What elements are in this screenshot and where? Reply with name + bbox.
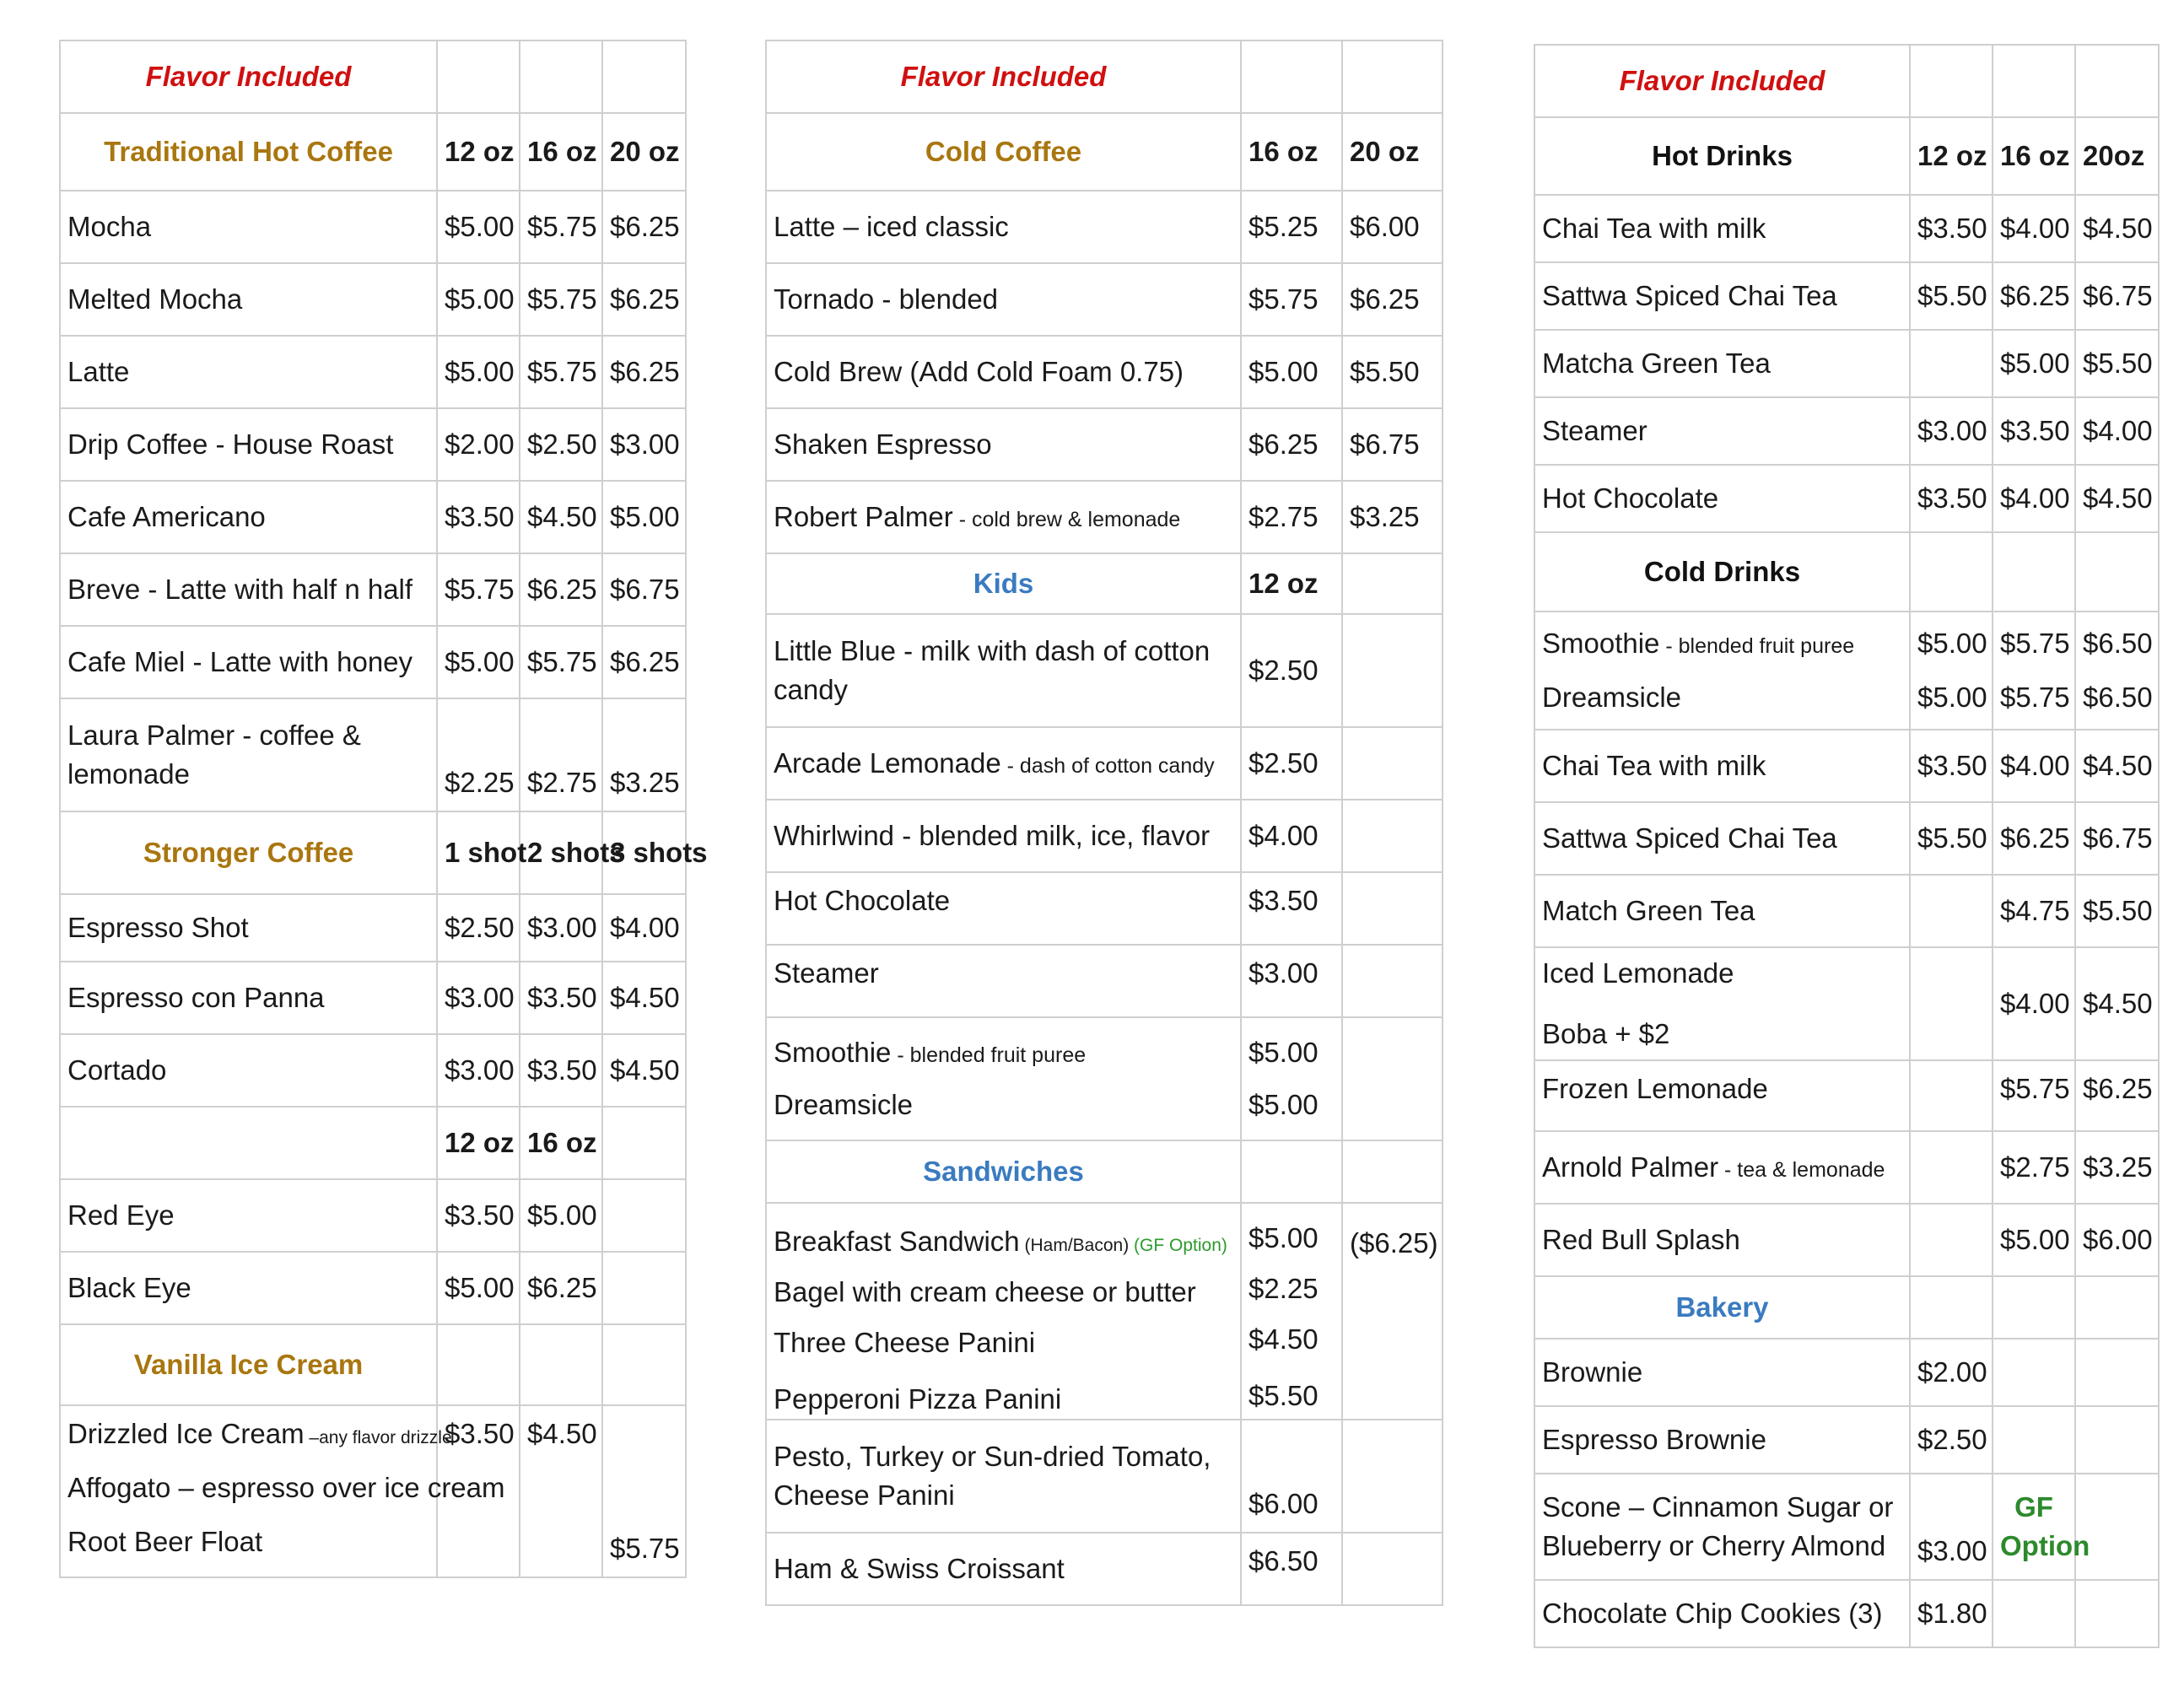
item-name: Dreamsicle [774, 1089, 914, 1120]
item-price: $4.00 [1993, 730, 2075, 802]
item-price: $3.50 [437, 481, 520, 553]
item-name: Cafe Miel - Latte with honey [60, 626, 437, 698]
item-price: $5.50 [1248, 1379, 1318, 1411]
item-name: Chocolate Chip Cookies (3) [1534, 1580, 1910, 1647]
item-price: $6.75 [602, 553, 686, 626]
item-price: $2.00 [1910, 1339, 1993, 1406]
item-price: $4.00 [1993, 195, 2075, 262]
item-price: $5.75 [437, 553, 520, 626]
item-price: $5.00 [437, 626, 520, 698]
item-name: Steamer [766, 945, 1241, 1017]
menu-row [766, 1203, 1443, 1420]
item-price: $6.50 [2083, 627, 2153, 659]
item-name: Steamer [1534, 397, 1910, 465]
item-name: Red Bull Splash [1534, 1204, 1910, 1276]
menu-row [766, 481, 1443, 553]
item-price: $3.00 [437, 962, 520, 1034]
item-price: $6.25 [602, 336, 686, 408]
flavor-included-label: Flavor Included [60, 40, 437, 113]
item-price: $5.00 [1917, 627, 1987, 659]
item-name: Ham & Swiss Croissant [766, 1533, 1241, 1605]
size-header: 16 oz [520, 113, 602, 191]
menu-row [60, 191, 686, 263]
item-name: Smoothie [1542, 627, 1660, 659]
size-header: 16 oz [1993, 117, 2075, 195]
item-price: $5.75 [1993, 1060, 2075, 1131]
item-price: $2.50 [520, 408, 602, 481]
menu-row [766, 872, 1443, 945]
menu-row [1534, 612, 2159, 730]
menu-row [1534, 1580, 2159, 1647]
menu-row [1534, 397, 2159, 465]
item-name: Frozen Lemonade [1534, 1060, 1910, 1131]
item-description: – espresso over ice cream [170, 1472, 505, 1504]
menu-row [1534, 802, 2159, 875]
item-name: Three Cheese Panini [774, 1327, 1036, 1359]
menu-row [766, 800, 1443, 872]
item-name: Tornado - blended [766, 263, 1241, 336]
section-title-cold-drinks: Cold Drinks [1534, 532, 1910, 612]
menu-row [1534, 465, 2159, 532]
menu-row [1534, 1474, 2159, 1580]
menu-row [1534, 1060, 2159, 1131]
item-name: Melted Mocha [60, 263, 437, 336]
item-description: - tea & lemonade [1718, 1157, 1885, 1182]
item-name: Cortado [60, 1034, 437, 1107]
item-name: Laura Palmer - coffee & lemonade [60, 698, 437, 811]
item-price [1910, 875, 1993, 947]
item-name: Espresso Brownie [1534, 1406, 1910, 1474]
item-name: Bagel with cream cheese or butter [774, 1276, 1196, 1308]
item-price: $6.25 [520, 1252, 602, 1324]
item-price: $5.00 [437, 1252, 520, 1324]
menu-row [60, 894, 686, 962]
size-header: 12 oz [1910, 117, 1993, 195]
item-description: (Ham/Bacon) [1019, 1236, 1130, 1255]
menu-row [60, 1252, 686, 1324]
size-header: 12 oz [1241, 553, 1342, 614]
item-price: $6.25 [520, 553, 602, 626]
item-name: Affogato [67, 1472, 171, 1504]
item-price: $6.25 [1342, 263, 1443, 336]
menu-table-cold-coffee [765, 40, 1443, 1606]
item-price: $4.00 [1993, 465, 2075, 532]
item-price: $3.00 [602, 408, 686, 481]
menu-row [60, 336, 686, 408]
menu-row [60, 408, 686, 481]
item-price: $2.50 [1910, 1406, 1993, 1474]
menu-row [766, 1420, 1443, 1533]
item-name: Espresso con Panna [60, 962, 437, 1034]
menu-row [1534, 1131, 2159, 1204]
item-price: $4.50 [520, 1405, 602, 1577]
menu-row [1534, 875, 2159, 947]
item-price: $5.50 [1910, 802, 1993, 875]
item-name: Smoothie [774, 1036, 892, 1068]
menu-row [60, 553, 686, 626]
item-price: $5.75 [602, 1405, 686, 1577]
item-price: $5.00 [602, 481, 686, 553]
menu-row [1534, 730, 2159, 802]
item-price: $5.75 [520, 263, 602, 336]
item-price: $6.75 [2075, 802, 2159, 875]
item-name: Drip Coffee - House Roast [60, 408, 437, 481]
item-name: Arcade Lemonade [774, 746, 1001, 779]
item-name: Hot Chocolate [766, 872, 1241, 945]
section-title-cold-coffee: Cold Coffee [766, 113, 1241, 191]
menu-row [60, 698, 686, 811]
item-price: $5.00 [1993, 330, 2075, 397]
item-description: - dash of cotton candy [1000, 753, 1215, 778]
item-name: Brownie [1534, 1339, 1910, 1406]
item-price: $4.00 [602, 894, 686, 962]
item-price: $4.50 [2075, 730, 2159, 802]
item-price: $6.25 [2075, 1060, 2159, 1131]
item-price: $6.75 [1342, 408, 1443, 481]
menu-row [766, 336, 1443, 408]
item-name: Red Eye [60, 1179, 437, 1252]
item-description: - blended fruit puree [1659, 633, 1855, 658]
menu-row [766, 191, 1443, 263]
item-price: $6.25 [1993, 262, 2075, 330]
item-price: $2.25 [437, 698, 520, 811]
menu-row [766, 727, 1443, 800]
item-price: $5.00 [437, 336, 520, 408]
item-price: $6.25 [602, 191, 686, 263]
item-price: $4.50 [520, 481, 602, 553]
size-header: 20 oz [602, 113, 686, 191]
menu-row [60, 481, 686, 553]
item-price: $5.00 [1248, 1089, 1318, 1120]
size-header: 12 oz [437, 113, 520, 191]
item-price: $2.25 [1248, 1273, 1318, 1305]
item-price: $4.50 [602, 1034, 686, 1107]
item-price: $3.25 [602, 698, 686, 811]
item-price: $2.50 [1241, 614, 1342, 727]
item-price: $5.00 [437, 263, 520, 336]
item-price: $5.50 [2075, 875, 2159, 947]
size-header: 1 shot [437, 811, 520, 894]
item-price: $5.25 [1241, 191, 1342, 263]
item-name: Breakfast Sandwich [774, 1226, 1020, 1257]
item-price: $6.50 [2083, 682, 2153, 713]
item-description: - cold brew & lemonade [952, 507, 1181, 531]
item-name: Iced Lemonade [1542, 957, 1734, 989]
item-name: Pepperoni Pizza Panini [774, 1382, 1062, 1415]
item-price: $4.50 [1248, 1323, 1318, 1356]
item-price: $5.00 [1917, 682, 1987, 713]
size-header: 3 shots [602, 811, 686, 894]
item-price: $3.00 [437, 1034, 520, 1107]
menu-row [1534, 195, 2159, 262]
section-title-hot-drinks: Hot Drinks [1534, 117, 1910, 195]
item-price [1910, 330, 1993, 397]
item-price: $2.75 [1241, 481, 1342, 553]
flavor-included-label: Flavor Included [766, 40, 1241, 113]
item-price: $2.75 [1993, 1131, 2075, 1204]
item-name: Robert Palmer [774, 500, 953, 532]
gf-option-label: GF [2014, 1490, 2053, 1523]
item-price: $5.75 [520, 336, 602, 408]
item-name: Black Eye [60, 1252, 437, 1324]
item-price: $5.50 [1910, 262, 1993, 330]
section-title-traditional-hot-coffee: Traditional Hot Coffee [60, 113, 437, 191]
menu-row [1534, 947, 2159, 1060]
item-price: $6.00 [1342, 191, 1443, 263]
item-price: $3.00 [1910, 397, 1993, 465]
item-price: $3.50 [520, 962, 602, 1034]
gf-option-label: Option [2000, 1530, 2090, 1561]
item-price: $6.25 [602, 263, 686, 336]
item-price: $5.00 [1241, 336, 1342, 408]
item-price: $6.50 [1241, 1533, 1342, 1605]
menu-row [1534, 1339, 2159, 1406]
item-name: Drizzled Ice Cream [67, 1418, 305, 1449]
item-price: $6.25 [1241, 408, 1342, 481]
item-price: $2.75 [520, 698, 602, 811]
menu-row [766, 1533, 1443, 1605]
item-price: $5.00 [437, 191, 520, 263]
menu-row [60, 1405, 686, 1577]
menu-row [766, 263, 1443, 336]
menu-row [1534, 1204, 2159, 1276]
item-price: $5.50 [2075, 330, 2159, 397]
item-price: $3.50 [1910, 465, 1993, 532]
item-name: Arnold Palmer [1542, 1151, 1719, 1183]
size-header: 16 oz [1241, 113, 1342, 191]
item-name: Root Beer Float [67, 1526, 263, 1558]
item-price: $4.50 [2075, 465, 2159, 532]
item-price: $5.75 [520, 626, 602, 698]
item-price: $5.75 [2000, 682, 2070, 713]
menu-row [60, 263, 686, 336]
item-name: Chai Tea with milk [1534, 730, 1910, 802]
item-price: $3.50 [1910, 730, 1993, 802]
item-price: $3.00 [1910, 1474, 1993, 1580]
gf-option-label: (GF Option) [1129, 1236, 1227, 1255]
item-name: Cold Brew (Add Cold Foam 0.75) [766, 336, 1241, 408]
item-name: Sattwa Spiced Chai Tea [1534, 262, 1910, 330]
item-name: Chai Tea with milk [1534, 195, 1910, 262]
menu-row [60, 962, 686, 1034]
menu-row [1534, 1406, 2159, 1474]
section-title-sandwiches: Sandwiches [766, 1140, 1241, 1203]
item-price: $6.00 [1241, 1420, 1342, 1533]
item-name: Sattwa Spiced Chai Tea [1534, 802, 1910, 875]
item-price: $6.25 [1993, 802, 2075, 875]
item-price: $4.00 [1241, 800, 1342, 872]
item-name: Scone – Cinnamon Sugar or Blueberry or Cherry Almond [1534, 1474, 1910, 1580]
menu-row [766, 1017, 1443, 1140]
item-price: $5.00 [1993, 1204, 2075, 1276]
item-price: $4.00 [2075, 397, 2159, 465]
item-price: $2.50 [437, 894, 520, 962]
menu-row [60, 626, 686, 698]
item-price: $6.75 [2075, 262, 2159, 330]
item-name: Dreamsicle [1542, 682, 1682, 713]
section-title-stronger-coffee: Stronger Coffee [60, 811, 437, 894]
item-price: $4.50 [2075, 195, 2159, 262]
flavor-included-label: Flavor Included [1534, 45, 1910, 117]
item-description: - blended fruit puree [891, 1043, 1087, 1067]
item-price: $3.00 [520, 894, 602, 962]
item-price: $1.80 [1910, 1580, 1993, 1647]
item-price: $3.50 [1241, 872, 1342, 945]
item-price: $5.75 [1241, 263, 1342, 336]
size-header: 16 oz [520, 1107, 602, 1179]
item-price: $5.75 [2000, 627, 2070, 659]
item-price: $3.50 [1993, 397, 2075, 465]
item-name: Boba + $2 [1542, 1018, 1670, 1049]
item-name: Latte [60, 336, 437, 408]
item-name: Matcha Green Tea [1534, 330, 1910, 397]
item-name: Shaken Espresso [766, 408, 1241, 481]
item-price: $6.00 [2075, 1204, 2159, 1276]
item-name: Hot Chocolate [1534, 465, 1910, 532]
item-price: $4.50 [602, 962, 686, 1034]
item-price: $5.50 [1342, 336, 1443, 408]
item-name: Little Blue - milk with dash of cotton candy [766, 614, 1241, 727]
menu-row [766, 408, 1443, 481]
item-description: –any flavor drizzle [304, 1428, 452, 1447]
item-price: $5.00 [1248, 1222, 1318, 1253]
item-price: $5.00 [520, 1179, 602, 1252]
menu-table-coffee [59, 40, 708, 1578]
item-price: $3.50 [1910, 195, 1993, 262]
size-header: 2 shots [520, 811, 602, 894]
item-name: Espresso Shot [60, 894, 437, 962]
item-name: Mocha [60, 191, 437, 263]
item-name: Latte – iced classic [766, 191, 1241, 263]
item-price: $5.00 [1248, 1036, 1318, 1068]
item-price: $3.50 [520, 1034, 602, 1107]
menu-table-drinks [1534, 44, 2160, 1648]
item-name: Cafe Americano [60, 481, 437, 553]
menu-row [60, 1034, 686, 1107]
item-price: $2.00 [437, 408, 520, 481]
item-name: Match Green Tea [1534, 875, 1910, 947]
size-header: 12 oz [437, 1107, 520, 1179]
menu-row [766, 614, 1443, 727]
item-price: $3.25 [1342, 481, 1443, 553]
item-price: $3.00 [1241, 945, 1342, 1017]
item-price: $4.75 [1993, 875, 2075, 947]
menu-row [60, 1179, 686, 1252]
item-name: Breve - Latte with half n half [60, 553, 437, 626]
item-name: Whirlwind - blended milk, ice, flavor [766, 800, 1241, 872]
item-price: $4.50 [2075, 947, 2159, 1060]
item-price: $5.75 [520, 191, 602, 263]
item-price: $4.00 [1993, 947, 2075, 1060]
section-title-vanilla-ice-cream: Vanilla Ice Cream [60, 1324, 437, 1405]
menu-row [1534, 330, 2159, 397]
size-header: 20 oz [1342, 113, 1443, 191]
item-price: $3.50 [437, 1405, 520, 1577]
item-price: $3.50 [437, 1179, 520, 1252]
item-price: $6.25 [602, 626, 686, 698]
section-title-kids: Kids [766, 553, 1241, 614]
size-header: 20oz [2075, 117, 2159, 195]
item-name: Pesto, Turkey or Sun-dried Tomato, Cheese Panini [766, 1420, 1241, 1533]
menu-row [1534, 262, 2159, 330]
item-price: $2.50 [1241, 727, 1342, 800]
item-price: $3.25 [2075, 1131, 2159, 1204]
menu-row [766, 945, 1443, 1017]
item-price-alt: ($6.25) [1342, 1203, 1443, 1420]
section-title-bakery: Bakery [1534, 1276, 1910, 1339]
